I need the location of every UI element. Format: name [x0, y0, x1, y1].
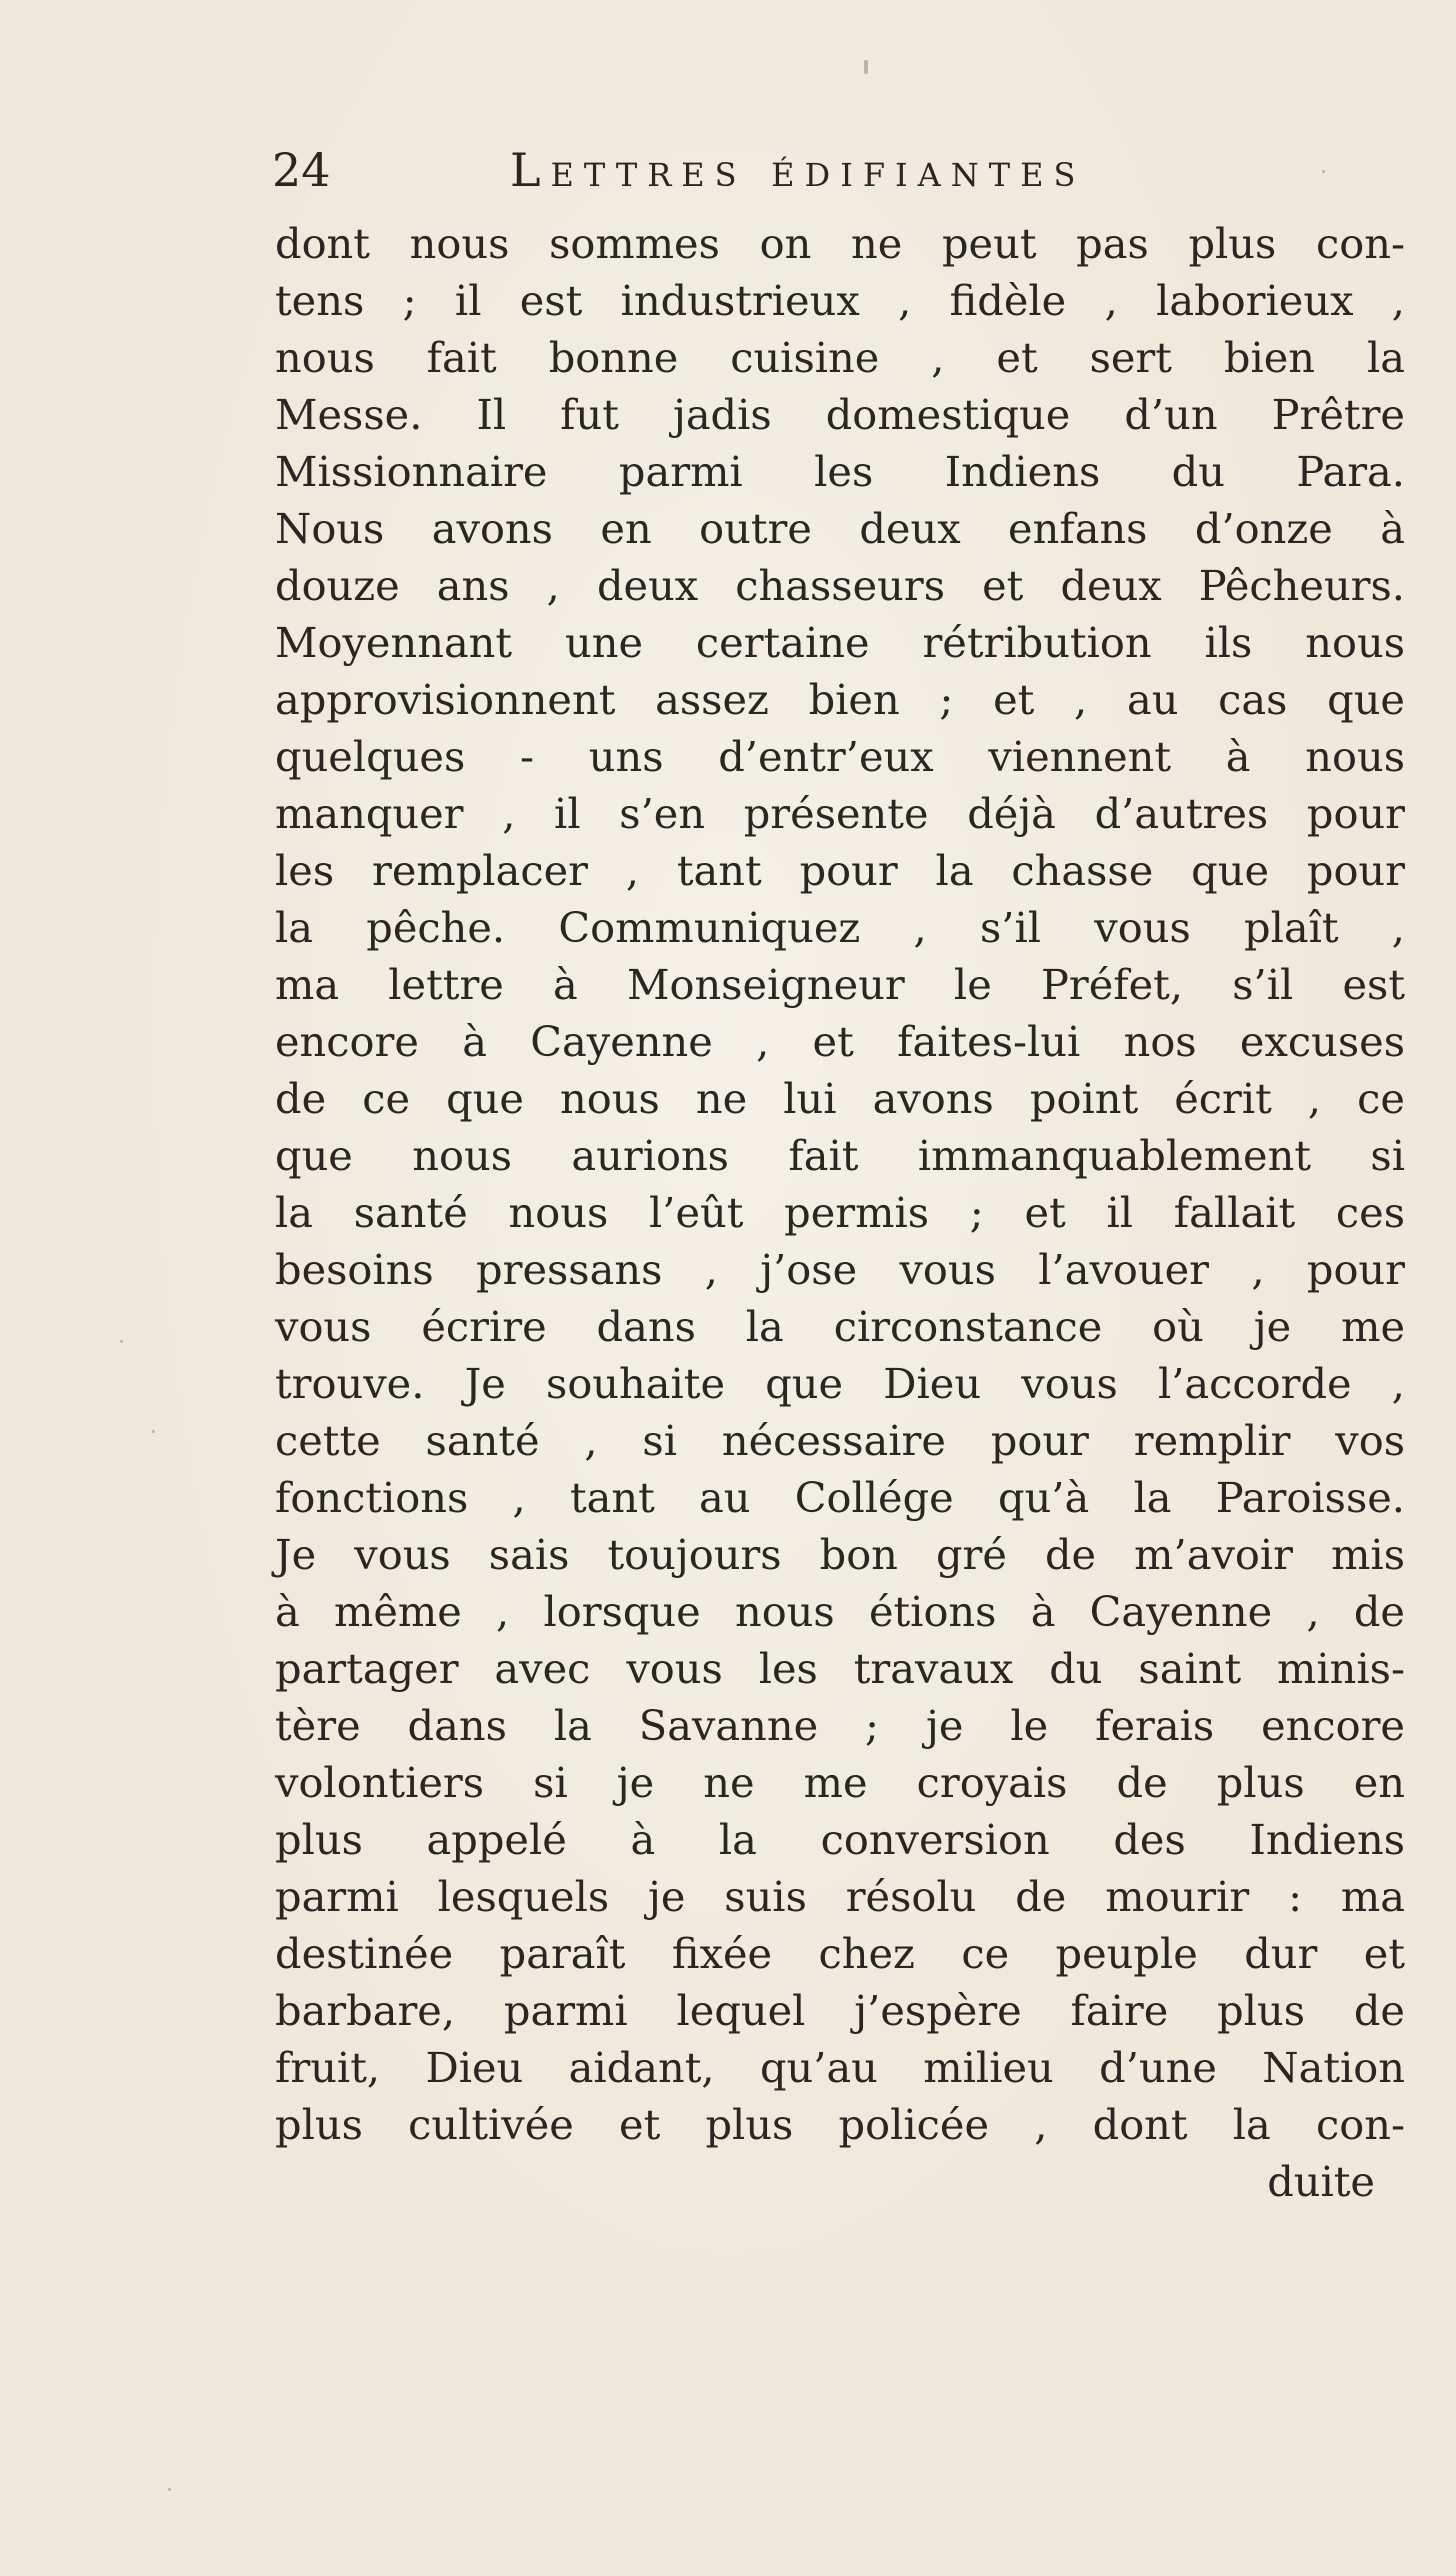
- text-line: la pêche. Communiquez , s’il vous plaît ,: [275, 903, 1405, 952]
- paper-speck: [1322, 170, 1325, 173]
- paper-speck: [864, 60, 868, 74]
- catchword: duite: [1267, 2157, 1375, 2206]
- paper-speck: [120, 1340, 123, 1343]
- text-line: manquer , il s’en présente déjà d’autres pour: [275, 789, 1405, 838]
- text-line: fonctions , tant au Collége qu’à la Paroisse.: [275, 1473, 1405, 1522]
- text-line: ma lettre à Monseigneur le Préfet, s’il est: [275, 960, 1405, 1009]
- text-line: volontiers si je ne me croyais de plus en: [275, 1758, 1405, 1807]
- text-line: Messe. Il fut jadis domestique d’un Prêtre: [275, 390, 1405, 439]
- text-line: les remplacer , tant pour la chasse que pour: [275, 846, 1405, 895]
- text-line: dont nous sommes on ne peut pas plus con-: [275, 219, 1405, 268]
- text-line: douze ans , deux chasseurs et deux Pêcheurs.: [275, 561, 1405, 610]
- text-line: tens ; il est industrieux , fidèle , laborieux ,: [275, 276, 1405, 325]
- text-line: fruit, Dieu aidant, qu’au milieu d’une Nation: [275, 2043, 1405, 2092]
- text-line: encore à Cayenne , et faites-lui nos excuses: [275, 1017, 1405, 1066]
- text-line: quelques - uns d’entr’eux viennent à nous: [275, 732, 1405, 781]
- text-line: partager avec vous les travaux du saint minis-: [275, 1644, 1405, 1693]
- text-line: que nous aurions fait immanquablement si: [275, 1131, 1405, 1180]
- text-line: cette santé , si nécessaire pour remplir vos: [275, 1416, 1405, 1465]
- text-line: trouve. Je souhaite que Dieu vous l’accorde ,: [275, 1359, 1405, 1408]
- text-line: barbare, parmi lequel j’espère faire plus de: [275, 1986, 1405, 2035]
- text-line: Missionnaire parmi les Indiens du Para.: [275, 447, 1405, 496]
- page-header: [272, 140, 1172, 210]
- text-line: à même , lorsque nous étions à Cayenne , de: [275, 1587, 1405, 1636]
- text-line: tère dans la Savanne ; je le ferais encore: [275, 1701, 1405, 1750]
- text-line: vous écrire dans la circonstance où je me: [275, 1302, 1405, 1351]
- text-line: Nous avons en outre deux enfans d’onze à: [275, 504, 1405, 553]
- text-line: Moyennant une certaine rétribution ils nous: [275, 618, 1405, 667]
- body-text: [275, 215, 1405, 2210]
- text-line: de ce que nous ne lui avons point écrit , ce: [275, 1074, 1405, 1123]
- paper-speck: [152, 1430, 155, 1433]
- text-line: plus appelé à la conversion des Indiens: [275, 1815, 1405, 1864]
- text-line: la santé nous l’eût permis ; et il fallait ces: [275, 1188, 1405, 1237]
- text-line: besoins pressans , j’ose vous l’avouer , pour: [275, 1245, 1405, 1294]
- paper-speck: [168, 2488, 171, 2491]
- text-line: parmi lesquels je suis résolu de mourir : ma: [275, 1872, 1405, 1921]
- text-line: nous fait bonne cuisine , et sert bien la: [275, 333, 1405, 382]
- page-number: 24: [272, 143, 331, 197]
- text-line: Je vous sais toujours bon gré de m’avoir mis: [275, 1530, 1405, 1579]
- text-line: destinée paraît fixée chez ce peuple dur et: [275, 1929, 1405, 1978]
- running-title: Lettres édifiantes: [510, 143, 1086, 197]
- text-line: plus cultivée et plus policée , dont la con-: [275, 2100, 1405, 2149]
- text-line: approvisionnent assez bien ; et , au cas que: [275, 675, 1405, 724]
